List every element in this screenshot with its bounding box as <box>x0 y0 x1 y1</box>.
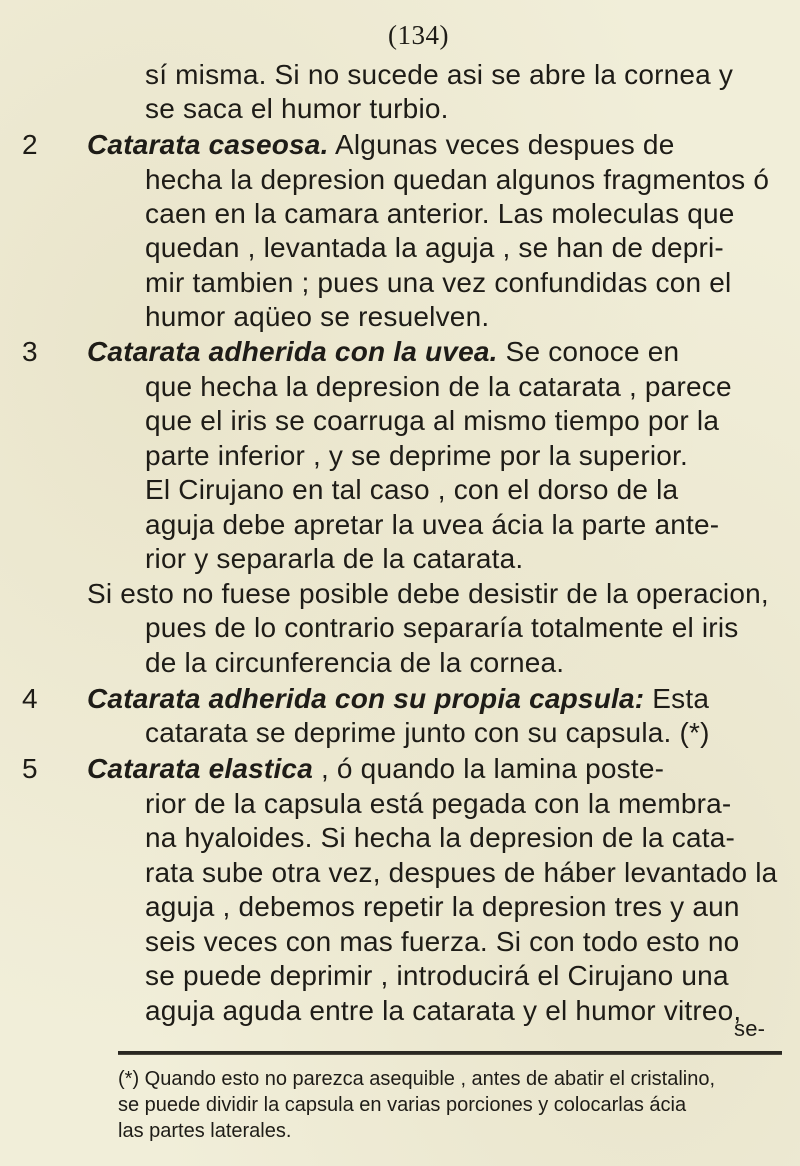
text-line <box>145 508 719 542</box>
item-number: 2 <box>22 129 38 160</box>
line-text: Algunas veces despues de <box>335 129 675 160</box>
line-text: , ó quando la lamina poste- <box>320 753 665 784</box>
text-line <box>145 542 523 576</box>
text-line <box>145 92 449 126</box>
footnote-line: las partes laterales. <box>118 1120 292 1142</box>
line-text: Se conoce en <box>505 336 680 367</box>
text-line <box>145 994 741 1028</box>
text-line <box>145 856 777 890</box>
text-line <box>145 163 769 197</box>
item-number: 3 <box>22 336 38 367</box>
text-line <box>145 716 710 750</box>
text-line <box>145 439 688 473</box>
line-text: hecha la depresion quedan algunos fragmentos ó <box>145 164 770 195</box>
line-text: quedan , levantada la aguja , se han de depri- <box>145 232 724 263</box>
text-line <box>145 197 735 231</box>
line-text: rior de la capsula está pegada con la membra- <box>145 788 732 819</box>
item-heading: Catarata adherida con su propia capsula: <box>87 683 645 714</box>
text-line <box>87 682 709 716</box>
item-heading: Catarata adherida con la uvea. <box>87 336 498 367</box>
line-text: aguja aguda entre la catarata y el humor vitreo, <box>145 995 742 1026</box>
text-line <box>87 577 769 611</box>
text-line <box>145 787 731 821</box>
line-text: caen en la camara anterior. Las moleculas que <box>145 198 735 229</box>
line-text: se puede deprimir , introducirá el Cirujano una <box>145 960 729 991</box>
line-text: sí misma. Si no sucede asi se abre la cornea y <box>145 59 734 90</box>
line-text: parte inferior , y se deprime por la superior. <box>145 440 689 471</box>
line-text: que hecha la depresion de la catarata , parece <box>145 371 732 402</box>
line-text: aguja , debemos repetir la depresion tres y aun <box>145 891 740 922</box>
text-line <box>145 404 719 438</box>
text-line <box>145 266 731 300</box>
text-line <box>145 370 732 404</box>
text-line <box>145 925 739 959</box>
item-number: 5 <box>22 753 38 784</box>
line-text: na hyaloides. Si hecha la depresion de la cata- <box>145 822 736 853</box>
text-line <box>145 611 738 645</box>
text-line <box>145 58 733 92</box>
line-text: aguja debe apretar la uvea ácia la parte ante- <box>145 509 720 540</box>
line-text: se saca el humor turbio. <box>145 93 449 124</box>
line-text: Esta <box>652 683 710 714</box>
line-text: catarata se deprime junto con su capsula. (*) <box>145 717 710 748</box>
text-line <box>145 473 678 507</box>
line-text: Si esto no fuese posible debe desistir de la operacion, <box>87 578 769 609</box>
catchword: se- <box>734 1016 766 1041</box>
text-line <box>145 959 729 993</box>
text-line <box>87 128 674 162</box>
item-heading: Catarata caseosa. <box>87 129 329 160</box>
text-line <box>87 752 664 786</box>
text-line <box>145 300 489 334</box>
line-text: mir tambien ; pues una vez confundidas con el <box>145 267 732 298</box>
footnote-rule <box>118 1051 782 1055</box>
footnote-line: se puede dividir la capsula en varias porciones y colocarlas ácia <box>118 1094 687 1116</box>
line-text: de la circunferencia de la cornea. <box>145 647 565 678</box>
line-text: El Cirujano en tal caso , con el dorso de la <box>145 474 679 505</box>
footnote-line: (*) Quando esto no parezca asequible , antes de abatir el cristalino, <box>118 1068 716 1090</box>
line-text: pues de lo contrario separaría totalmente el iris <box>145 612 739 643</box>
item-number: 4 <box>22 683 38 714</box>
line-text: que el iris se coarruga al mismo tiempo por la <box>145 405 720 436</box>
text-line <box>145 646 564 680</box>
line-text: humor aqüeo se resuelven. <box>145 301 490 332</box>
text-line <box>145 821 735 855</box>
line-text: seis veces con mas fuerza. Si con todo esto no <box>145 926 740 957</box>
page-number: (134) <box>388 20 449 50</box>
line-text: rata sube otra vez, despues de háber levantado la <box>145 857 778 888</box>
text-line <box>145 231 724 265</box>
item-heading: Catarata elastica <box>87 753 313 784</box>
line-text: rior y separarla de la catarata. <box>145 543 524 574</box>
text-line <box>87 335 679 369</box>
text-line <box>145 890 740 924</box>
